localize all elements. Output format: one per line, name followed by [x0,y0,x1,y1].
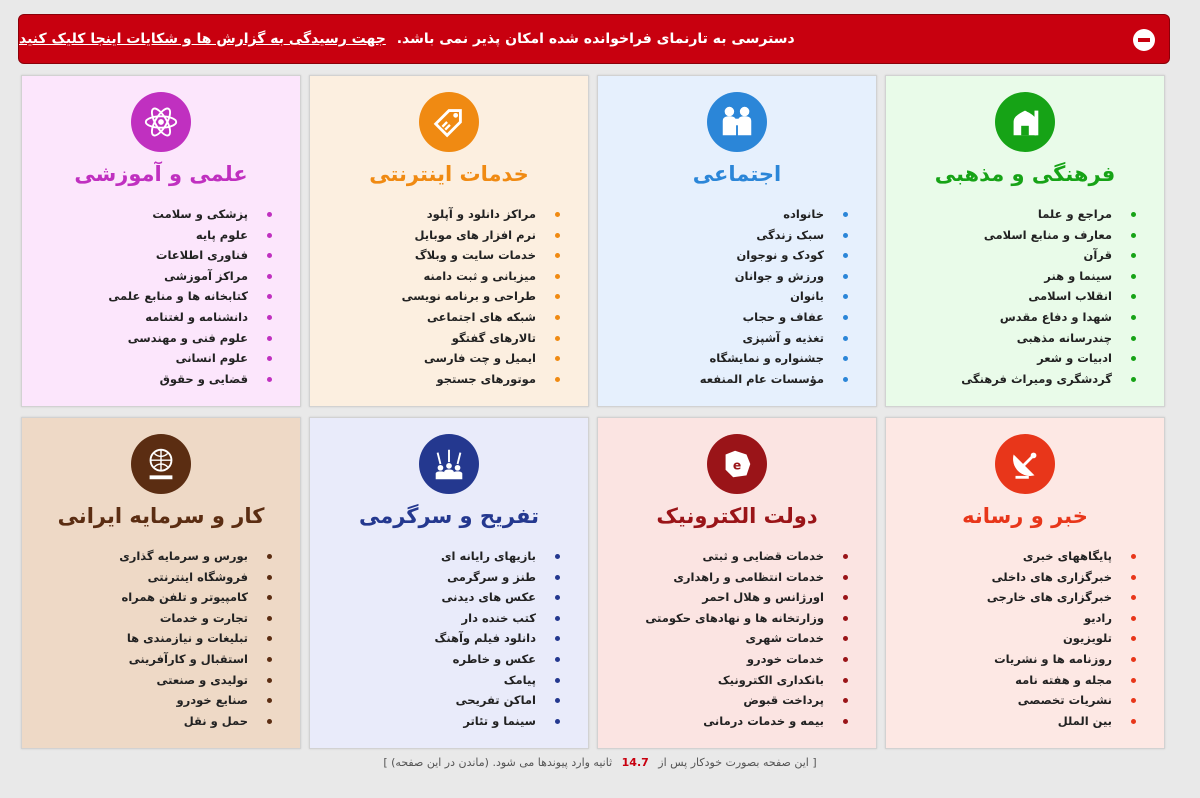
category-link[interactable]: روزنامه ها و نشریات [896,649,1122,670]
category-link[interactable]: حمل و نقل [32,711,258,732]
category-link[interactable]: بیمه و خدمات درمانی [608,711,834,732]
category-link[interactable]: کودک و نوجوان [608,245,834,266]
category-link[interactable]: پیامک [320,670,546,691]
category-link[interactable]: سبک زندگی [608,225,834,246]
category-link[interactable]: موتورهای جستجو [320,369,546,390]
category-card [885,417,1165,749]
category-link[interactable]: طراحی و برنامه نویسی [320,286,546,307]
category-link-list [22,204,300,389]
category-link[interactable]: نشریات تخصصی [896,690,1122,711]
category-link[interactable]: وزارتخانه ها و نهادهای حکومتی [608,608,834,629]
category-link[interactable]: کتابخانه ها و منابع علمی [32,286,258,307]
category-link[interactable]: استقبال و کارآفرینی [32,649,258,670]
category-link[interactable]: خدمات خودرو [608,649,834,670]
mosque-icon[interactable] [995,92,1055,152]
tag-icon[interactable] [419,92,479,152]
category-link[interactable]: پزشکی و سلامت [32,204,258,225]
category-link[interactable]: کتب خنده دار [320,608,546,629]
error-banner [18,14,1170,64]
category-link[interactable]: ایمیل و چت فارسی [320,348,546,369]
category-title[interactable]: اجتماعی [692,162,782,186]
iran-map-icon[interactable] [707,434,767,494]
category-title[interactable]: علمی و آموزشی [74,162,248,186]
category-link[interactable]: عکس و خاطره [320,649,546,670]
category-link[interactable]: انقلاب اسلامی [896,286,1122,307]
category-link[interactable]: بین الملل [896,711,1122,732]
category-link[interactable]: علوم پایه [32,225,258,246]
category-link[interactable]: بانکداری الکترونیک [608,670,834,691]
category-title[interactable]: خبر و رسانه [962,504,1088,528]
category-link[interactable]: علوم انسانی [32,348,258,369]
category-link[interactable]: تولیدی و صنعتی [32,670,258,691]
category-link[interactable]: طنز و سرگرمی [320,567,546,588]
category-link[interactable]: اماکن تفریحی [320,690,546,711]
category-link[interactable]: میزبانی و ثبت دامنه [320,266,546,287]
category-link[interactable]: مجله و هفته نامه [896,670,1122,691]
family-icon[interactable] [707,92,767,152]
stop-icon [1133,29,1155,51]
globe-business-icon[interactable] [131,434,191,494]
redirect-text-after[interactable]: ثانیه وارد پیوندها می شود. (ماندن در این صفحه) ] [383,756,613,769]
category-card [21,417,301,749]
category-link-list [310,546,588,731]
category-link[interactable]: بورس و سرمایه گذاری [32,546,258,567]
category-link[interactable]: خانواده [608,204,834,225]
crowd-icon[interactable] [419,434,479,494]
category-title[interactable]: تفریح و سرگرمی [359,504,539,528]
category-link[interactable]: فروشگاه اینترنتی [32,567,258,588]
category-link[interactable]: ادبیات و شعر [896,348,1122,369]
category-card [21,75,301,407]
category-card [885,75,1165,407]
category-link[interactable]: تالارهای گفتگو [320,328,546,349]
countdown-value: 14.7 [621,756,649,769]
category-link[interactable]: دانلود فیلم وآهنگ [320,628,546,649]
category-card [309,417,589,749]
category-link[interactable]: ورزش و جوانان [608,266,834,287]
category-link[interactable]: سینما و هنر [896,266,1122,287]
category-link[interactable]: فناوری اطلاعات [32,245,258,266]
category-link[interactable]: کامپیوتر و تلفن همراه [32,587,258,608]
category-link[interactable]: رادیو [896,608,1122,629]
category-link-list [22,546,300,731]
category-card [309,75,589,407]
category-link[interactable]: معارف و منابع اسلامی [896,225,1122,246]
category-link[interactable]: شبکه های اجتماعی [320,307,546,328]
category-link[interactable]: تجارت و خدمات [32,608,258,629]
category-link[interactable]: جشنواره و نمایشگاه [608,348,834,369]
category-link[interactable]: تلویزیون [896,628,1122,649]
category-link[interactable]: گردشگری ومیراث فرهنگی [896,369,1122,390]
satellite-dish-icon[interactable] [995,434,1055,494]
category-link[interactable]: نرم افزار های موبایل [320,225,546,246]
category-link[interactable]: عکس های دیدنی [320,587,546,608]
category-link[interactable]: مؤسسات عام المنفعه [608,369,834,390]
category-link-list [598,204,876,389]
category-link[interactable]: خدمات سایت و وبلاگ [320,245,546,266]
category-link[interactable]: علوم فنی و مهندسی [32,328,258,349]
category-card [597,417,877,749]
redirect-text-before: [ این صفحه بصورت خودکار پس از [658,756,817,769]
atom-icon[interactable] [131,92,191,152]
banner-message: دسترسی به تارنمای فراخوانده شده امکان پذیر نمی باشد. [396,31,795,47]
svg-text:e: e [732,458,742,473]
category-link[interactable]: خبرگزاری های داخلی [896,567,1122,588]
category-link[interactable]: مراکز آموزشی [32,266,258,287]
category-link[interactable]: بازیهای رایانه ای [320,546,546,567]
category-link-list [886,204,1164,389]
category-link[interactable]: مراجع و علما [896,204,1122,225]
category-link[interactable]: خبرگزاری های خارجی [896,587,1122,608]
category-link-list [598,546,876,731]
redirect-notice [0,756,1200,769]
category-link-list [310,204,588,389]
category-link[interactable]: شهدا و دفاع مقدس [896,307,1122,328]
category-title[interactable]: کار و سرمایه ایرانی [57,504,265,528]
category-link[interactable]: خدمات قضایی و ثبتی [608,546,834,567]
category-link[interactable]: بانوان [608,286,834,307]
category-link-list [886,546,1164,731]
category-link[interactable]: سینما و تئاتر [320,711,546,732]
category-link[interactable]: خدمات انتظامی و راهداری [608,567,834,588]
category-link[interactable]: دانشنامه و لغتنامه [32,307,258,328]
category-link[interactable]: خدمات شهری [608,628,834,649]
category-link[interactable]: پایگاههای خبری [896,546,1122,567]
category-link[interactable]: قرآن [896,245,1122,266]
category-link[interactable]: اورژانس و هلال احمر [608,587,834,608]
category-link[interactable]: چندرسانه مذهبی [896,328,1122,349]
category-title[interactable]: خدمات اینترنتی [369,162,529,186]
category-link[interactable]: صنایع خودرو [32,690,258,711]
category-link[interactable]: مراکز دانلود و آپلود [320,204,546,225]
category-title[interactable]: دولت الکترونیک [656,504,818,528]
category-link[interactable]: پرداخت قبوض [608,690,834,711]
report-complaint-link[interactable]: جهت رسیدگی به گزارش ها و شکایات اینجا کلیک کنید [19,31,386,47]
category-link[interactable]: قضایی و حقوق [32,369,258,390]
category-link[interactable]: تغذیه و آشپزی [608,328,834,349]
category-link[interactable]: تبلیغات و نیازمندی ها [32,628,258,649]
category-link[interactable]: عفاف و حجاب [608,307,834,328]
category-card [597,75,877,407]
category-title[interactable]: فرهنگی و مذهبی [934,162,1116,186]
